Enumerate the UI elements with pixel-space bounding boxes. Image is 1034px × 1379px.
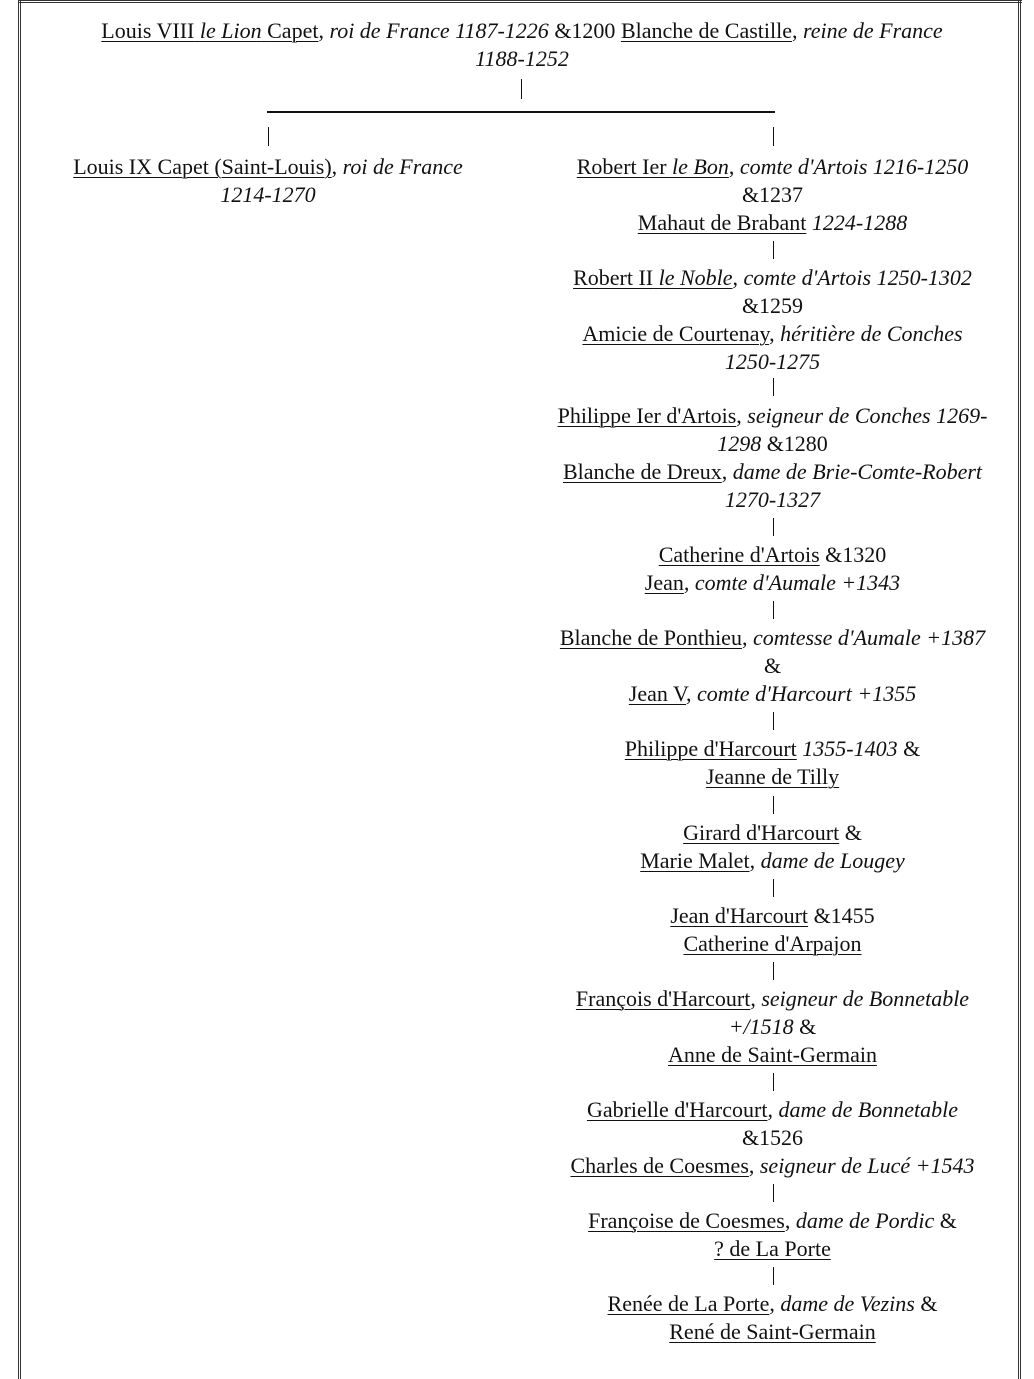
root-wife-title: reine de France xyxy=(803,18,943,43)
gen1-robert-ier: Robert Ier le Bon, comte d'Artois 1216-1250 &1237 Mahaut de Brabant 1224-1288 xyxy=(520,153,1025,237)
connector-8-9 xyxy=(773,962,774,980)
gen7-spouse-title: dame de Lougey xyxy=(760,848,905,873)
gen2-spouse-title: héritière de Conches xyxy=(780,321,963,346)
gen8-name: Jean d'Harcourt xyxy=(670,903,809,928)
gen3-name: Philippe Ier d'Artois xyxy=(557,403,737,428)
gen10-title: dame de Bonnetable xyxy=(778,1097,959,1122)
gen5-name: Blanche de Ponthieu xyxy=(559,625,742,650)
root-line-1: Louis VIII le Lion Capet, roi de France 1187-1226 &1200 Blanche de Castille, reine de France xyxy=(101,18,943,43)
gen4-marriage: &1320 xyxy=(825,542,887,567)
left-branch-louis-ix: Louis IX Capet (Saint-Louis), roi de France 1214-1270 xyxy=(30,153,506,209)
gen4-spouse: Jean xyxy=(644,570,684,595)
connector-1-2 xyxy=(773,241,774,259)
connector-9-10 xyxy=(773,1073,774,1091)
sibling-bar xyxy=(267,111,775,113)
louis-ix-title: roi de France xyxy=(342,154,463,179)
root-connector xyxy=(521,79,522,99)
root-wife-name: Blanche de Castille xyxy=(620,18,792,43)
connector-3-4 xyxy=(773,518,774,536)
gen7-spouse: Marie Malet xyxy=(640,848,750,873)
gen11-name: Françoise de Coesmes xyxy=(588,1208,785,1233)
connector-7-8 xyxy=(773,879,774,897)
root-couple xyxy=(20,17,1024,73)
gen1-spouse-dates: 1224-1288 xyxy=(811,210,908,235)
gen12-spouse: René de Saint-Germain xyxy=(669,1319,876,1344)
gen3-marriage: &1280 xyxy=(766,431,828,456)
gen2-spouse: Amicie de Courtenay xyxy=(582,321,770,346)
connector-5-6 xyxy=(773,712,774,730)
gen5-marriage: & xyxy=(763,653,782,678)
gen2-spouse-dates: 1250-1275 xyxy=(724,349,821,374)
gen9-spouse: Anne de Saint-Germain xyxy=(668,1042,877,1067)
gen11-title: dame de Pordic xyxy=(795,1208,935,1233)
gen9-dates: +/1518 xyxy=(728,1014,794,1039)
gen1-spouse: Mahaut de Brabant xyxy=(637,210,807,235)
gen3-title-a: seigneur de Conches 1269- xyxy=(747,403,988,428)
gen9-francois-harcourt: François d'Harcourt, seigneur de Bonnetable +/1518 & Anne de Saint-Germain xyxy=(575,986,970,1067)
gen12-name: Renée de La Porte xyxy=(607,1291,770,1316)
connector-10-11 xyxy=(773,1184,774,1202)
gen4-catherine-artois: Catherine d'Artois &1320 Jean, comte d'Aumale +1343 xyxy=(644,542,901,595)
gen7-marriage: & xyxy=(844,820,862,845)
gen5-title: comtesse d'Aumale +1387 xyxy=(752,625,986,650)
gen1-marriage: &1237 xyxy=(741,182,804,207)
gen4-spouse-title: comte d'Aumale +1343 xyxy=(694,570,901,595)
gen7-girard-harcourt: Girard d'Harcourt & Marie Malet, dame de Lougey xyxy=(640,820,905,873)
gen3-spouse-title: dame de Brie-Comte-Robert xyxy=(732,459,983,484)
gen8-jean-harcourt xyxy=(520,902,1025,958)
gen3-philippe-ier: Philippe Ier d'Artois, seigneur de Conches 1269- 1298 &1280 Blanche de Dreux, dame de Brie-Comte-Robert 1270-1327 xyxy=(520,402,1025,514)
gen3-spouse: Blanche de Dreux xyxy=(562,459,722,484)
frame-top-border xyxy=(18,0,1022,3)
root-husband-name: Louis VIII le Lion Capet xyxy=(101,18,319,43)
gen10-gabrielle-harcourt: Gabrielle d'Harcourt, dame de Bonnetable &1526 Charles de Coesmes, seigneur de Lucé +1543 xyxy=(520,1096,1025,1180)
gen11-marriage: & xyxy=(939,1208,957,1233)
gen11-spouse: ? de La Porte xyxy=(714,1236,831,1261)
gen12-title: dame de Vezins xyxy=(780,1291,915,1316)
connector-4-5 xyxy=(773,601,774,619)
gen6-marriage: & xyxy=(903,736,921,761)
connector-2-3 xyxy=(773,378,774,396)
gen8-marriage: &1455 xyxy=(813,903,875,928)
gen11-francoise-coesmes: Françoise de Coesmes, dame de Pordic & ? de La Porte xyxy=(588,1208,957,1261)
connector-11-12 xyxy=(773,1267,774,1285)
gen2-title: comte d'Artois 1250-1302 xyxy=(743,265,972,290)
gen8-spouse: Catherine d'Arpajon xyxy=(683,931,862,956)
gen9-title: seigneur de Bonnetable xyxy=(761,986,970,1011)
gen3-title-b: 1298 xyxy=(717,431,762,456)
gen4-name: Catherine d'Artois xyxy=(658,542,820,567)
gen3-spouse-dates: 1270-1327 xyxy=(724,487,821,512)
gen5-spouse-title: comte d'Harcourt +1355 xyxy=(697,681,917,706)
gen9-marriage: & xyxy=(799,1014,817,1039)
gen6-dates: 1355-1403 xyxy=(802,736,898,761)
gen2-name: Robert II xyxy=(573,265,654,290)
gen5-blanche-ponthieu: Blanche de Ponthieu, comtesse d'Aumale +1387 & Jean V, comte d'Harcourt +1355 xyxy=(520,624,1025,708)
gen10-spouse-title: seigneur de Lucé +1543 xyxy=(759,1153,975,1178)
gen1-title: comte d'Artois 1216-1250 xyxy=(739,154,969,179)
louis-ix-dates: 1214-1270 xyxy=(220,182,316,207)
gen9-name: François d'Harcourt xyxy=(575,986,751,1011)
gen10-name: Gabrielle d'Harcourt xyxy=(586,1097,768,1122)
gen5-spouse: Jean V xyxy=(628,681,687,706)
gen2-epithet: le Noble xyxy=(658,265,733,290)
gen12-renee-la-porte: Renée de La Porte, dame de Vezins & René de Saint-Germain xyxy=(607,1291,938,1344)
louis-ix-name: Louis IX Capet (Saint-Louis) xyxy=(73,154,332,179)
left-drop xyxy=(268,127,269,146)
root-wife-dates: 1188-1252 xyxy=(475,46,569,71)
gen2-robert-ii: Robert II le Noble, comte d'Artois 1250-1302 &1259 Amicie de Courtenay, héritière de Conches 1250-1275 xyxy=(520,264,1025,376)
root-marriage: &1200 xyxy=(554,18,616,43)
gen6-philippe-harcourt xyxy=(520,735,1025,791)
gen12-marriage: & xyxy=(920,1291,938,1316)
gen10-spouse: Charles de Coesmes xyxy=(570,1153,749,1178)
gen1-epithet: le Bon xyxy=(672,154,729,179)
gen2-marriage: &1259 xyxy=(741,293,804,318)
root-husband-title: roi de France 1187-1226 xyxy=(329,18,549,43)
frame-left-border xyxy=(18,0,25,1379)
gen7-name: Girard d'Harcourt xyxy=(683,820,840,845)
gen1-name: Robert Ier xyxy=(576,154,667,179)
gen10-marriage: &1526 xyxy=(741,1125,804,1150)
gen6-name: Philippe d'Harcourt xyxy=(624,736,797,761)
gen6-spouse: Jeanne de Tilly xyxy=(705,764,840,789)
right-drop xyxy=(773,127,774,146)
connector-6-7 xyxy=(773,796,774,814)
